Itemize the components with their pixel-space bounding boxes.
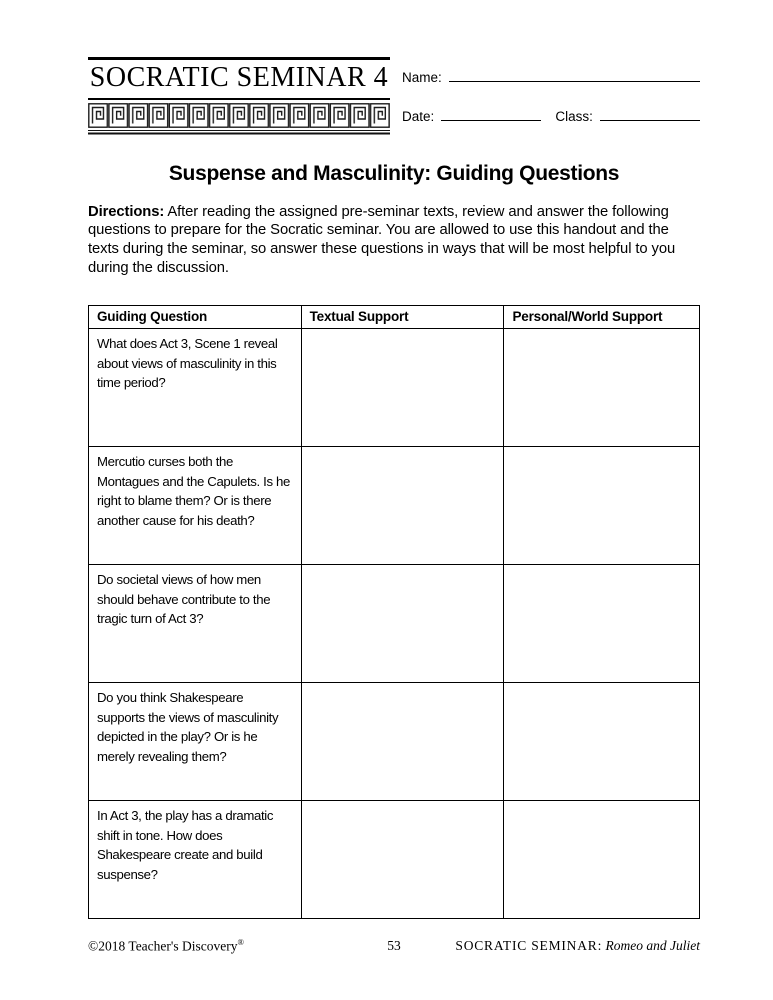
table-row bbox=[89, 565, 700, 683]
personal-world-support-cell bbox=[504, 683, 700, 801]
textual-support-cell bbox=[301, 801, 504, 919]
date-class-field-row bbox=[402, 108, 700, 124]
textual-support-cell bbox=[301, 683, 504, 801]
name-field-row bbox=[402, 69, 700, 85]
col-header-personal-world-support: Personal/World Support bbox=[504, 306, 700, 329]
table-row bbox=[89, 329, 700, 447]
guiding-question-cell: Do societal views of how men should behave contribute to the tragic turn of Act 3? bbox=[89, 565, 302, 683]
textual-support-cell bbox=[301, 565, 504, 683]
copyright bbox=[88, 937, 387, 955]
class-label: Class: bbox=[555, 108, 593, 124]
socratic-seminar-logo bbox=[88, 57, 390, 135]
name-line bbox=[449, 69, 700, 82]
personal-world-support-cell bbox=[504, 329, 700, 447]
name-label: Name: bbox=[402, 69, 442, 85]
table-row bbox=[89, 447, 700, 565]
registered-mark: ® bbox=[237, 936, 244, 947]
personal-world-support-cell bbox=[504, 801, 700, 919]
guiding-question-cell: Do you think Shakespeare supports the views of masculinity depicted in the play? Or is he merely revealing them? bbox=[89, 683, 302, 801]
textual-support-cell bbox=[301, 329, 504, 447]
book-title: Romeo and Juliet bbox=[605, 938, 700, 953]
book-reference bbox=[401, 938, 700, 954]
directions-label: Directions: bbox=[88, 203, 165, 220]
copyright-text: ©2018 Teacher's Discovery bbox=[88, 938, 238, 953]
class-line bbox=[600, 108, 700, 121]
col-header-guiding-question: Guiding Question bbox=[89, 306, 302, 329]
directions-paragraph bbox=[88, 203, 700, 278]
page-title: Suspense and Masculinity: Guiding Questions bbox=[168, 161, 620, 185]
table-header-row bbox=[89, 306, 700, 329]
logo-title: SOCRATIC SEMINAR 4 bbox=[88, 57, 390, 100]
guiding-question-cell: In Act 3, the play has a dramatic shift in tone. How does Shakespeare create and build suspense? bbox=[89, 801, 302, 919]
personal-world-support-cell bbox=[504, 447, 700, 565]
series-label: SOCRATIC SEMINAR: bbox=[455, 938, 603, 953]
date-line bbox=[441, 108, 541, 121]
greek-key-border-icon bbox=[88, 103, 390, 135]
table-row bbox=[89, 683, 700, 801]
student-fields bbox=[402, 57, 700, 124]
personal-world-support-cell bbox=[504, 565, 700, 683]
page-header bbox=[88, 57, 700, 135]
directions-text: After reading the assigned pre-seminar texts, review and answer the following questions to prepare for the Socratic seminar. You are allowed to use this handout and the texts during the seminar, so answer these questions in ways that will be most helpful to you during the discussion. bbox=[88, 203, 676, 276]
guiding-question-cell: What does Act 3, Scene 1 reveal about views of masculinity in this time period? bbox=[89, 329, 302, 447]
guiding-questions-table bbox=[88, 305, 700, 919]
textual-support-cell bbox=[301, 447, 504, 565]
table-row bbox=[89, 801, 700, 919]
date-label: Date: bbox=[402, 108, 435, 124]
col-header-textual-support: Textual Support bbox=[301, 306, 504, 329]
guiding-question-cell: Mercutio curses both the Montagues and the Capulets. Is he right to blame them? Or is there another cause for his death? bbox=[89, 447, 302, 565]
page-footer bbox=[88, 937, 700, 955]
page-number: 53 bbox=[387, 938, 401, 953]
